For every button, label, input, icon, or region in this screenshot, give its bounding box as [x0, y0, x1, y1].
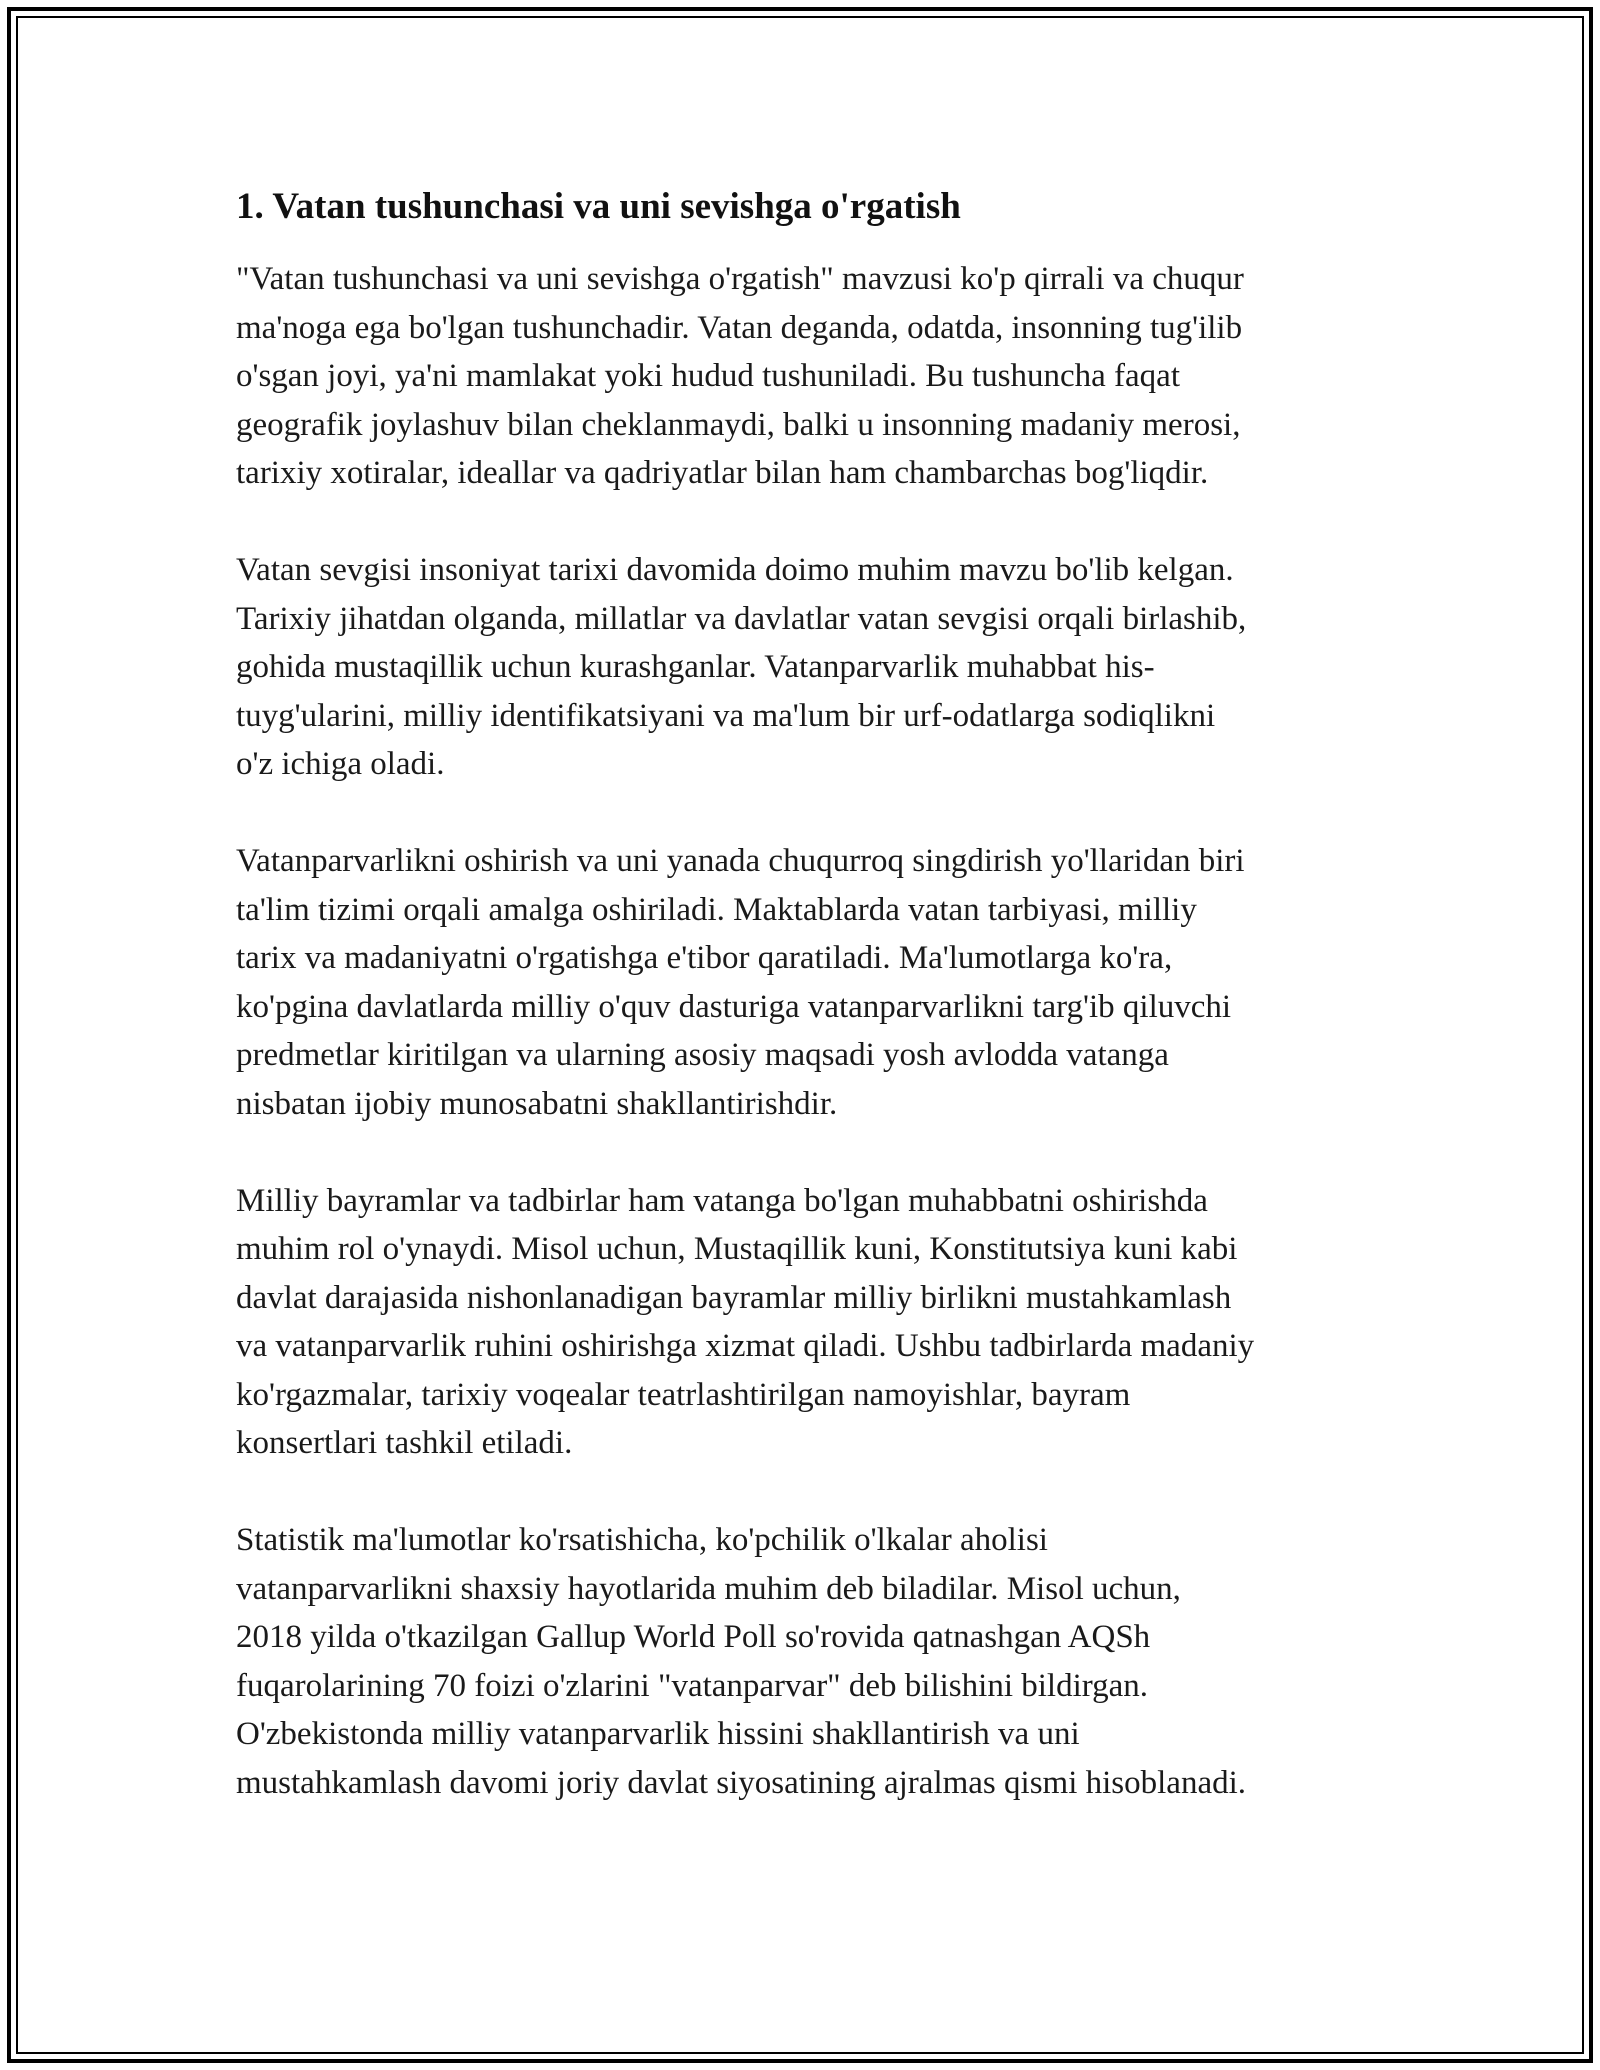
- paragraph-1: [236, 255, 1384, 498]
- paragraph-line: 2018 yilda o'tkazilgan Gallup World Poll so'rovida qatnashgan AQSh: [236, 1619, 1151, 1656]
- paragraph-line: davlat darajasida nishonlanadigan bayramlar milliy birlikni mustahkamlash: [236, 1279, 1232, 1316]
- paragraph-4: [236, 1177, 1384, 1468]
- paragraph-line: Statistik ma'lumotlar ko'rsatishicha, ko'pchilik o'lkalar aholisi: [236, 1522, 1048, 1559]
- paragraph-line: ko'pgina davlatlarda milliy o'quv dasturiga vatanparvarlikni targ'ib qiluvchi: [236, 988, 1232, 1025]
- paragraph-line: gohida mustaqillik uchun kurashganlar. Vatanparvarlik muhabbat his-: [236, 649, 1155, 686]
- paragraph-line: Tarixiy jihatdan olganda, millatlar va davlatlar vatan sevgisi orqali birlashib,: [236, 600, 1247, 637]
- paragraph-line: va vatanparvarlik ruhini oshirishga xizmat qiladi. Ushbu tadbirlarda madaniy: [236, 1328, 1255, 1365]
- paragraph-5: [236, 1516, 1384, 1807]
- paragraph-line: tuyg'ularini, milliy identifikatsiyani va ma'lum bir urf-odatlarga sodiqlikni: [236, 697, 1216, 734]
- paragraph-line: "Vatan tushunchasi va uni sevishga o'rgatish" mavzusi ko'p qirrali va chuqur: [236, 261, 1244, 298]
- paragraph-line: fuqarolarining 70 foizi o'zlarini "vatanparvar" deb bilishini bildirgan.: [236, 1667, 1149, 1704]
- paragraph-line: mustahkamlash davomi joriy davlat siyosatining ajralmas qismi hisoblanadi.: [236, 1764, 1247, 1801]
- paragraph-3: [236, 837, 1384, 1128]
- paragraph-line: o'z ichiga oladi.: [236, 746, 445, 783]
- paragraph-line: tarixiy xotiralar, ideallar va qadriyatlar bilan ham chambarchas bog'liqdir.: [236, 455, 1209, 492]
- paragraph-line: Milliy bayramlar va tadbirlar ham vatanga bo'lgan muhabbatni oshirishda: [236, 1182, 1208, 1219]
- paragraph-line: ma'noga ega bo'lgan tushunchadir. Vatan deganda, odatda, insonning tug'ilib: [236, 309, 1243, 346]
- paragraph-line: vatanparvarlikni shaxsiy hayotlarida muhim deb biladilar. Misol uchun,: [236, 1570, 1181, 1607]
- paragraph-line: o'sgan joyi, ya'ni mamlakat yoki hudud tushuniladi. Bu tushuncha faqat: [236, 358, 1180, 395]
- paragraph-line: ko'rgazmalar, tarixiy voqealar teatrlashtirilgan namoyishlar, bayram: [236, 1376, 1131, 1413]
- paragraph-line: konsertlari tashkil etiladi.: [236, 1425, 573, 1462]
- paragraph-line: Vatanparvarlikni oshirish va uni yanada chuqurroq singdirish yo'llaridan biri: [236, 843, 1245, 880]
- paragraph-line: geografik joylashuv bilan cheklanmaydi, balki u insonning madaniy merosi,: [236, 406, 1241, 443]
- document-body: [236, 185, 1384, 1807]
- section-heading: 1. Vatan tushunchasi va uni sevishga o'rgatish: [236, 186, 961, 227]
- paragraph-2: [236, 546, 1384, 789]
- paragraph-line: tarix va madaniyatni o'rgatishga e'tibor qaratiladi. Ma'lumotlarga ko'ra,: [236, 940, 1173, 977]
- paragraph-line: muhim rol o'ynaydi. Misol uchun, Mustaqillik kuni, Konstitutsiya kuni kabi: [236, 1231, 1238, 1268]
- paragraph-line: nisbatan ijobiy munosabatni shakllantirishdir.: [236, 1085, 838, 1122]
- paragraph-line: Vatan sevgisi insoniyat tarixi davomida doimo muhim mavzu bo'lib kelgan.: [236, 552, 1234, 589]
- paragraph-line: predmetlar kiritilgan va ularning asosiy maqsadi yosh avlodda vatanga: [236, 1037, 1169, 1074]
- paragraph-line: O'zbekistonda milliy vatanparvarlik hissini shakllantirish va uni: [236, 1716, 1080, 1753]
- paragraph-line: ta'lim tizimi orqali amalga oshiriladi. Maktablarda vatan tarbiyasi, milliy: [236, 891, 1197, 928]
